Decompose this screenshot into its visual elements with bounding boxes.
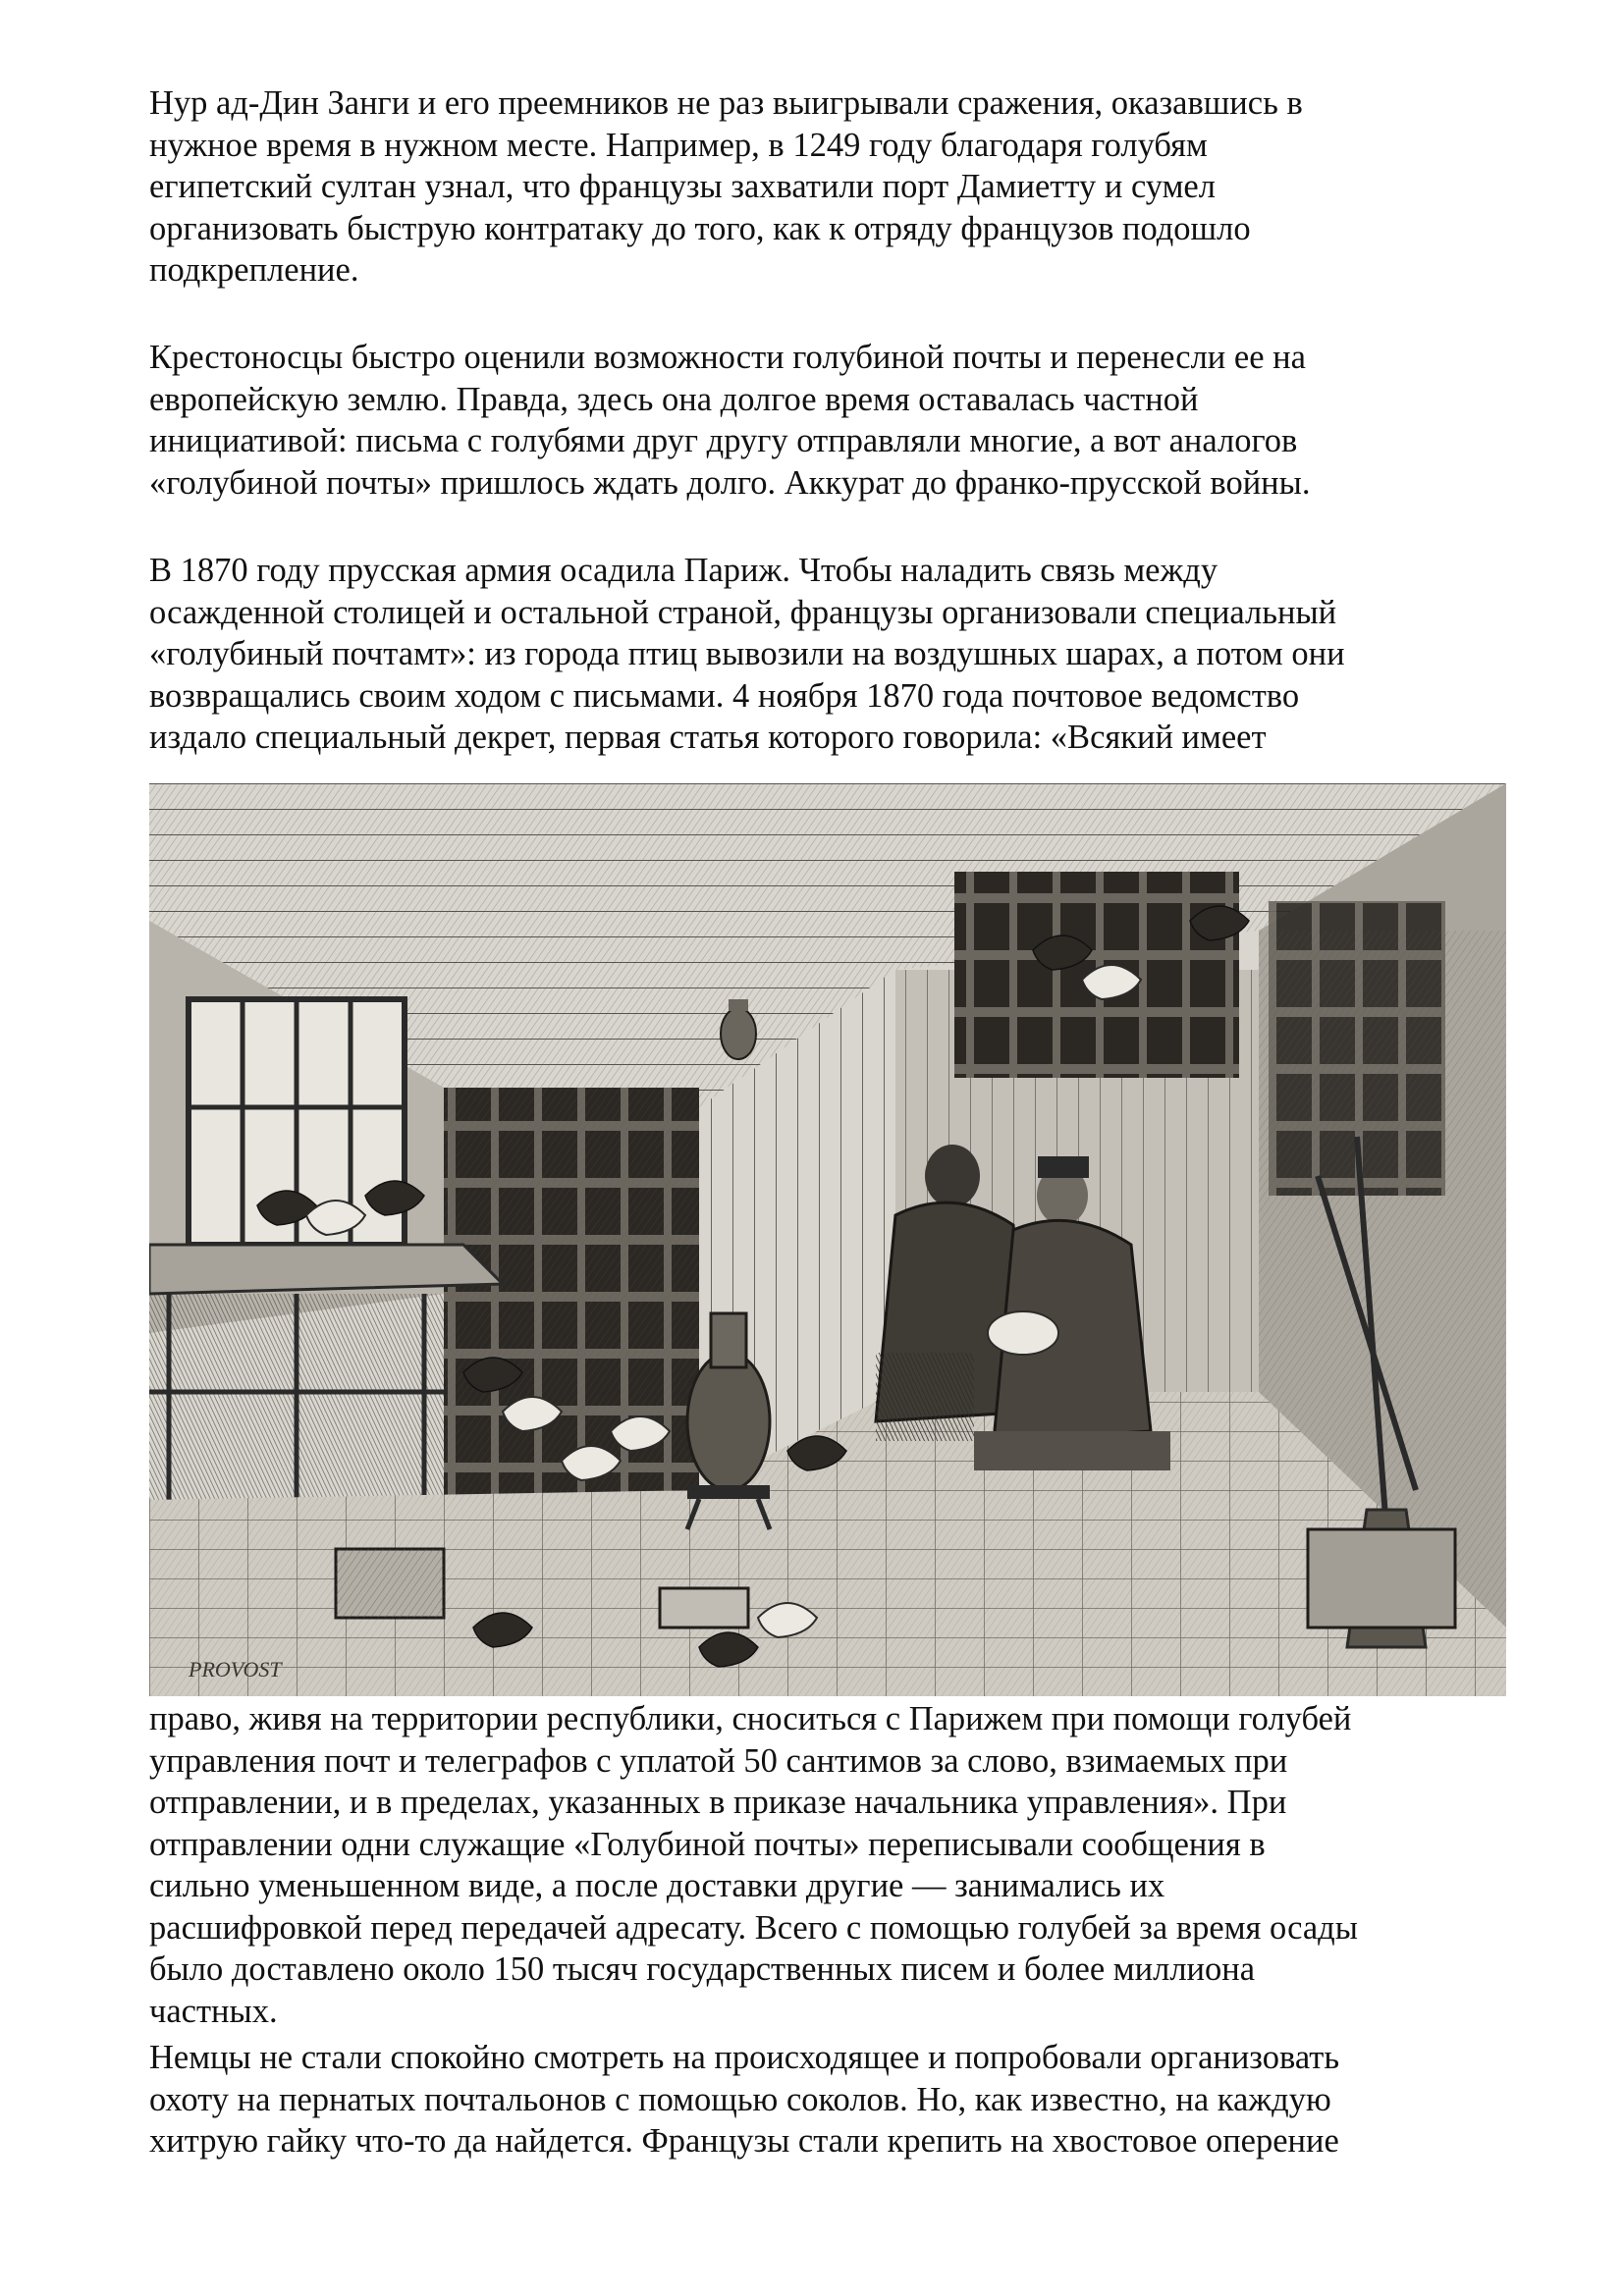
text-line: Нур ад-Дин Занги и его преемников не раз выигрывали сражения, оказавшись в bbox=[149, 84, 1303, 122]
text-line: право, живя на территории республики, сноситься с Парижем при помощи голубей bbox=[149, 1700, 1352, 1737]
text-line: Крестоносцы быстро оценили возможности голубиной почты и перенесли ее на bbox=[149, 339, 1306, 376]
text-line: нужное время в нужном месте. Например, в 1249 году благодаря голубям bbox=[149, 126, 1208, 164]
text-line: осажденной столицей и остальной страной, французы организовали специальный bbox=[149, 593, 1337, 631]
paragraph-5 bbox=[149, 2037, 1543, 2163]
text-line: египетский султан узнал, что французы захватили порт Дамиетту и сумел bbox=[149, 168, 1216, 205]
text-line: отправлении одни служащие «Голубиной почты» переписывали сообщения в bbox=[149, 1825, 1266, 1863]
left-bench bbox=[149, 1245, 503, 1294]
paragraph-4 bbox=[149, 1698, 1543, 2032]
text-line: Немцы не стали спокойно смотреть на происходящее и попробовали организовать bbox=[149, 2039, 1340, 2076]
paragraph-3 bbox=[149, 550, 1543, 759]
text-line: европейскую землю. Правда, здесь она долгое время оставалась частной bbox=[149, 380, 1199, 418]
text-line: организовать быструю контратаку до того, как к отряду французов подошло bbox=[149, 209, 1251, 247]
text-line: отправлении, и в пределах, указанных в приказе начальника управления». При bbox=[149, 1784, 1287, 1821]
engraver-signature: PROVOST bbox=[189, 1657, 282, 1682]
text-line: хитрую гайку что-то да найдется. Французы стали крепить на хвостовое оперение bbox=[149, 2122, 1339, 2160]
text-line: «голубиный почтамт»: из города птиц вывозили на воздушных шарах, а потом они bbox=[149, 635, 1345, 672]
paragraph-1 bbox=[149, 82, 1543, 292]
text-line: издало специальный декрет, первая статья которого говорила: «Всякий имеет bbox=[149, 719, 1267, 756]
text-line: возвращались своим ходом с письмами. 4 ноября 1870 года почтовое ведомство bbox=[149, 676, 1300, 715]
text-line: «голубиной почты» пришлось ждать долго. Аккурат до франко-прусской войны. bbox=[149, 463, 1311, 502]
text-line: подкрепление. bbox=[149, 251, 359, 289]
text-line: инициативой: письма с голубями друг другу отправляли многие, а вот аналогов bbox=[149, 422, 1298, 459]
text-line: сильно уменьшенном виде, а после доставки другие — занимались их bbox=[149, 1867, 1165, 1904]
engraving-svg bbox=[149, 783, 1506, 1696]
engraving-pigeon-loft-illustration bbox=[149, 783, 1506, 1696]
text-line: В 1870 году прусская армия осадила Париж. Чтобы наладить связь между bbox=[149, 552, 1218, 589]
text-line: управления почт и телеграфов с уплатой 50 сантимов за слово, взимаемых при bbox=[149, 1741, 1288, 1780]
text-line: было доставлено около 150 тысяч государственных писем и более миллиона bbox=[149, 1950, 1256, 1988]
text-line: расшифровкой перед передачей адресату. Всего с помощью голубей за время осады bbox=[149, 1908, 1358, 1947]
text-line: охоту на пернатых почтальонов с помощью соколов. Но, как известно, на каждую bbox=[149, 2080, 1331, 2118]
paragraph-2 bbox=[149, 337, 1543, 504]
text-line: частных. bbox=[149, 1992, 278, 2030]
